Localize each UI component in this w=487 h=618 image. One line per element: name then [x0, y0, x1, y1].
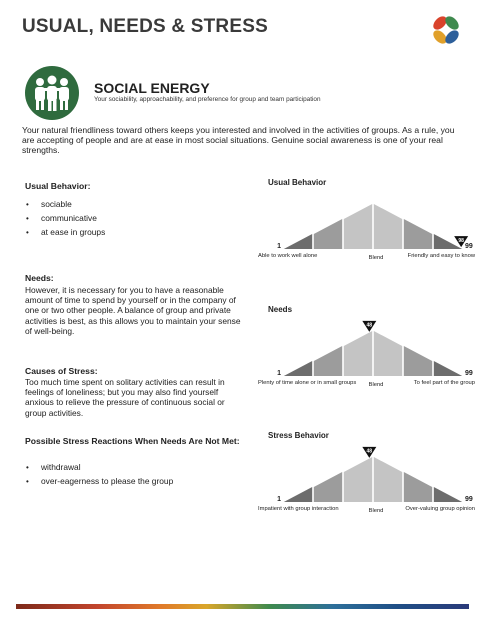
left-scale-label: Plenty of time alone or in small groups: [258, 380, 357, 386]
footer-color-bar: [16, 604, 469, 609]
chart-title: Needs: [268, 305, 293, 314]
chart-plot: [255, 302, 480, 397]
needs-text: However, it is necessary for you to have a reasonable amount of time to spend by yourself or in the company of one or two other people. A balance of group and private activities is best, as this allows you to maintain your sense of well-being.: [25, 285, 241, 336]
intro-paragraph: Your natural friendliness toward others keeps you interested and involved in the activities of groups. As a rule, you are accepting of people and are at ease in most social situations. Genuine social awareness is one of your real strengths.: [22, 125, 455, 155]
chart-bar: [374, 204, 402, 249]
chart-bar: [284, 361, 312, 376]
chart-bar: [284, 234, 312, 249]
list-item: • withdrawal: [23, 461, 173, 475]
chart-bar: [344, 204, 372, 249]
chart-bar: [314, 346, 342, 376]
scale-min-label: 1: [277, 243, 281, 250]
score-label: 98: [458, 237, 464, 244]
list-item: • at ease in groups: [23, 226, 105, 240]
right-scale-label: Friendly and easy to know: [407, 253, 475, 259]
center-scale-label: Blend: [368, 508, 384, 514]
page-title: USUAL, NEEDS & STRESS: [22, 16, 268, 37]
chart-plot: [255, 175, 480, 270]
right-scale-label: Over-valuing group opinion: [405, 506, 475, 512]
causes-of-stress-text: Too much time spent on solitary activities can result in feelings of loneliness; but you may also find yourself anxious to relieve the pressure of continuous social or group activities.: [25, 377, 225, 418]
chart-bar: [284, 487, 312, 502]
stress-reactions-list: [23, 461, 173, 489]
list-item: • sociable: [23, 198, 105, 212]
chart-bar: [404, 472, 432, 502]
chart-plot: [255, 428, 480, 523]
score-label: 48: [366, 322, 373, 329]
section-subtitle: Your sociability, approachability, and preference for group and team participation: [94, 96, 321, 103]
chart-bar: [344, 457, 372, 502]
causes-of-stress-label: Causes of Stress:: [25, 366, 98, 376]
usual-behavior-chart: [255, 175, 480, 270]
brand-logo-icon: [428, 12, 464, 48]
scale-max-label: 99: [465, 496, 473, 503]
left-scale-label: Impatient with group interaction: [258, 506, 339, 512]
chart-bar: [404, 346, 432, 376]
chart-bar: [314, 472, 342, 502]
list-item: • communicative: [23, 212, 105, 226]
usual-behavior-label: Usual Behavior:: [25, 181, 91, 191]
needs-label: Needs:: [25, 273, 54, 283]
usual-behavior-list: [23, 198, 105, 239]
chart-bar: [434, 361, 462, 376]
center-scale-label: Blend: [368, 382, 384, 388]
scale-min-label: 1: [277, 496, 281, 503]
people-group-icon: [25, 66, 79, 120]
right-scale-label: To feel part of the group: [413, 380, 475, 386]
chart-title: Stress Behavior: [268, 431, 329, 440]
left-scale-label: Able to work well alone: [258, 253, 318, 259]
chart-bar: [434, 487, 462, 502]
chart-bar: [374, 457, 402, 502]
chart-bar: [374, 331, 402, 376]
chart-bar: [404, 219, 432, 249]
chart-bar: [314, 219, 342, 249]
chart-bar: [344, 331, 372, 376]
chart-title: Usual Behavior: [268, 178, 327, 187]
stress-reactions-label: Possible Stress Reactions When Needs Are Not Met:: [25, 436, 240, 446]
needs-chart: [255, 302, 480, 397]
scale-max-label: 99: [465, 243, 473, 250]
section-title: SOCIAL ENERGY: [94, 80, 210, 96]
scale-min-label: 1: [277, 370, 281, 377]
list-item: • over-eagerness to please the group: [23, 475, 173, 489]
scale-max-label: 99: [465, 370, 473, 377]
center-scale-label: Blend: [368, 255, 384, 261]
stress-behavior-chart: [255, 428, 480, 523]
score-label: 48: [366, 448, 373, 455]
